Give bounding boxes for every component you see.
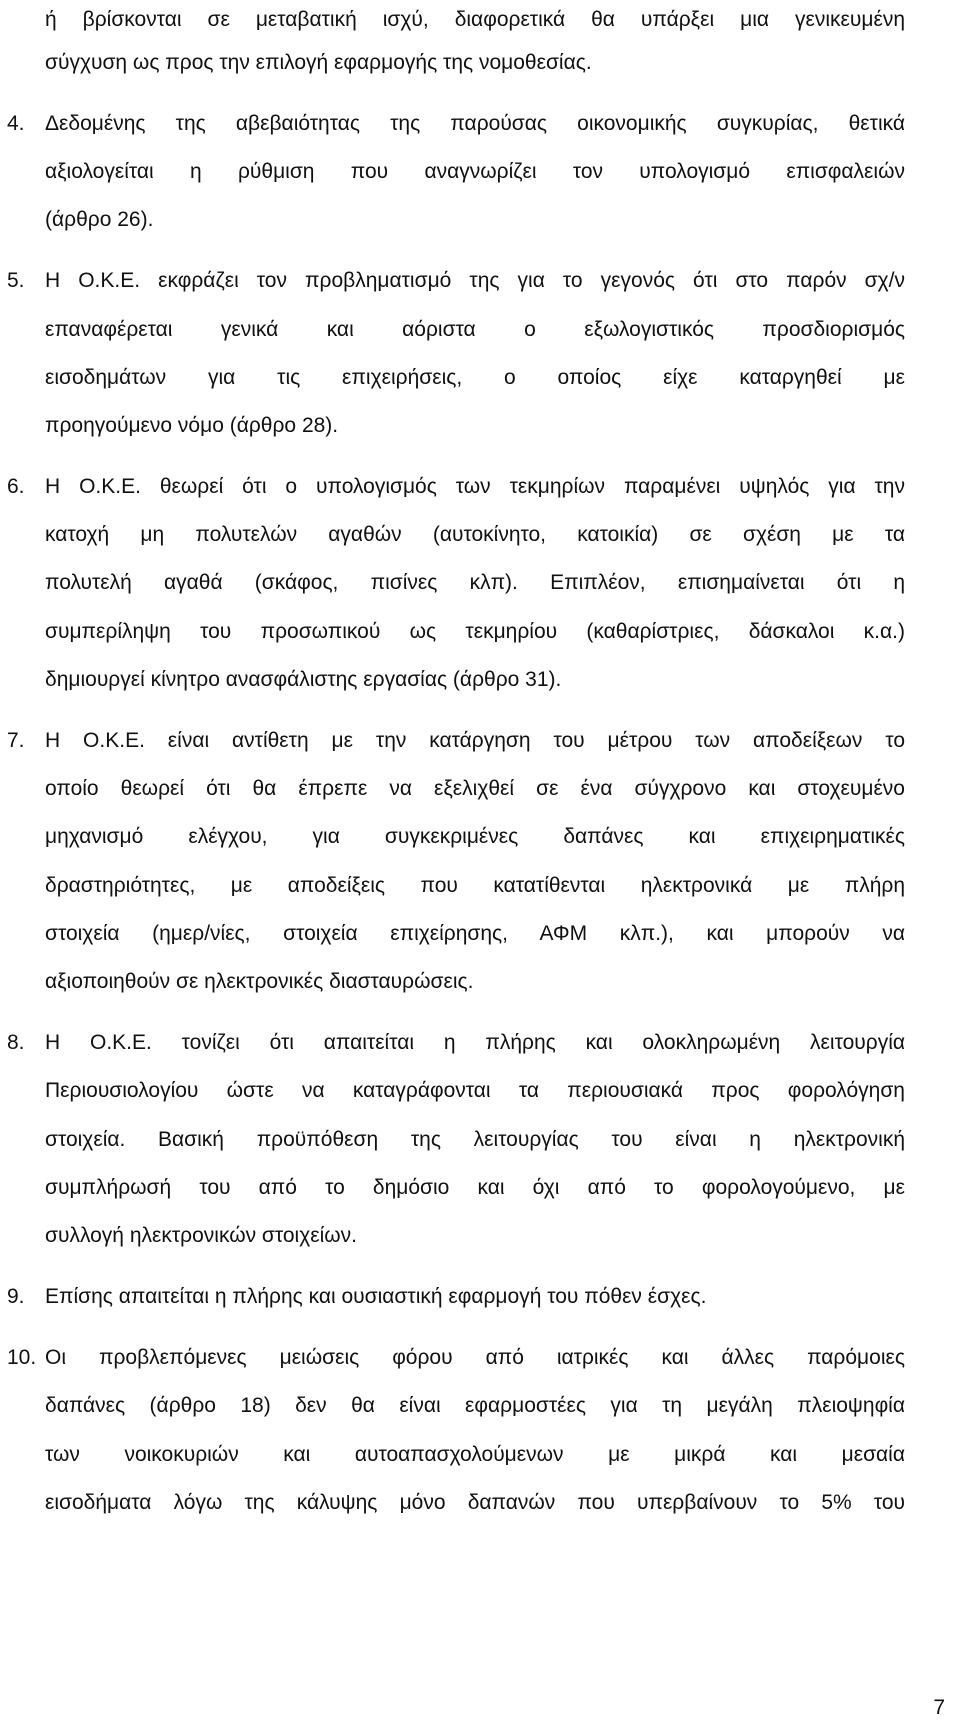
item-line: Η Ο.Κ.Ε. εκφράζει τον προβληματισμό της για το γεγονός ότι στο παρόν σχ/ν	[45, 269, 905, 292]
item-number: 7.	[7, 729, 25, 752]
item-line: Επίσης απαιτείται η πλήρης και ουσιαστική εφαρμογή του πόθεν έσχες.	[45, 1285, 707, 1308]
intro-line: σύγχυση ως προς την επιλογή εφαρμογής της νομοθεσίας.	[45, 51, 592, 74]
item-line: στοιχεία (ημερ/νίες, στοιχεία επιχείρησης, ΑΦΜ κλπ.), και μπορούν να	[45, 922, 905, 945]
item-line: συμπερίληψη του προσωπικού ως τεκμηρίου (καθαρίστριες, δάσκαλοι κ.α.)	[45, 620, 905, 643]
item-line: προηγούμενο νόμο (άρθρο 28).	[45, 414, 339, 437]
item-number: 10.	[7, 1346, 37, 1369]
item-line: Περιουσιολογίου ώστε να καταγράφονται τα περιουσιακά προς φορολόγηση	[45, 1079, 905, 1102]
item-line: επαναφέρεται γενικά και αόριστα ο εξωλογιστικός προσδιορισμός	[45, 318, 905, 341]
item-line: στοιχεία. Βασική προϋπόθεση της λειτουργίας του είναι η ηλεκτρονική	[45, 1128, 905, 1151]
item-line: συλλογή ηλεκτρονικών στοιχείων.	[45, 1224, 358, 1247]
item-line: Η Ο.Κ.Ε. τονίζει ότι απαιτείται η πλήρης και ολοκληρωμένη λειτουργία	[45, 1031, 905, 1054]
item-line: Η Ο.Κ.Ε. θεωρεί ότι ο υπολογισμός των τεκμηρίων παραμένει υψηλός για την	[45, 475, 905, 498]
item-line: κατοχή μη πολυτελών αγαθών (αυτοκίνητο, κατοικία) σε σχέση με τα	[45, 523, 905, 546]
item-line: Δεδομένης της αβεβαιότητας της παρούσας οικονομικής συγκυρίας, θετικά	[45, 112, 905, 135]
item-line: αξιολογείται η ρύθμιση που αναγνωρίζει τον υπολογισμό επισφαλειών	[45, 160, 905, 183]
item-line: πολυτελή αγαθά (σκάφος, πισίνες κλπ). Επιπλέον, επισημαίνεται ότι η	[45, 571, 905, 594]
item-number: 6.	[7, 475, 25, 498]
item-line: εισοδήματα λόγω της κάλυψης μόνο δαπανών που υπερβαίνουν το 5% του	[45, 1491, 905, 1514]
item-number: 8.	[7, 1031, 25, 1054]
item-line: δαπάνες (άρθρο 18) δεν θα είναι εφαρμοστέες για τη μεγάλη πλειοψηφία	[45, 1394, 905, 1417]
page-number: 7	[933, 1696, 945, 1719]
item-number: 5.	[7, 269, 25, 292]
item-number: 4.	[7, 112, 25, 135]
item-line: δραστηριότητες, με αποδείξεις που κατατίθενται ηλεκτρονικά με πλήρη	[45, 874, 905, 897]
item-number: 9.	[7, 1285, 25, 1308]
intro-line: ή βρίσκονται σε μεταβατική ισχύ, διαφορετικά θα υπάρξει μια γενικευμένη	[45, 8, 905, 31]
item-line: των νοικοκυριών και αυτοαπασχολούμενων με μικρά και μεσαία	[45, 1443, 905, 1466]
item-line: εισοδημάτων για τις επιχειρήσεις, ο οποίος είχε καταργηθεί με	[45, 366, 905, 389]
item-line: (άρθρο 26).	[45, 208, 154, 231]
item-line: μηχανισμό ελέγχου, για συγκεκριμένες δαπάνες και επιχειρηματικές	[45, 825, 905, 848]
item-line: Οι προβλεπόμενες μειώσεις φόρου από ιατρικές και άλλες παρόμοιες	[45, 1346, 905, 1369]
item-line: δημιουργεί κίνητρο ανασφάλιστης εργασίας (άρθρο 31).	[45, 668, 562, 691]
item-line: αξιοποιηθούν σε ηλεκτρονικές διασταυρώσεις.	[45, 970, 474, 993]
item-line: συμπλήρωσή του από το δημόσιο και όχι από το φορολογούμενο, με	[45, 1176, 905, 1199]
item-line: Η Ο.Κ.Ε. είναι αντίθετη με την κατάργηση του μέτρου των αποδείξεων το	[45, 729, 905, 752]
item-line: οποίο θεωρεί ότι θα έπρεπε να εξελιχθεί σε ένα σύγχρονο και στοχευμένο	[45, 777, 905, 800]
